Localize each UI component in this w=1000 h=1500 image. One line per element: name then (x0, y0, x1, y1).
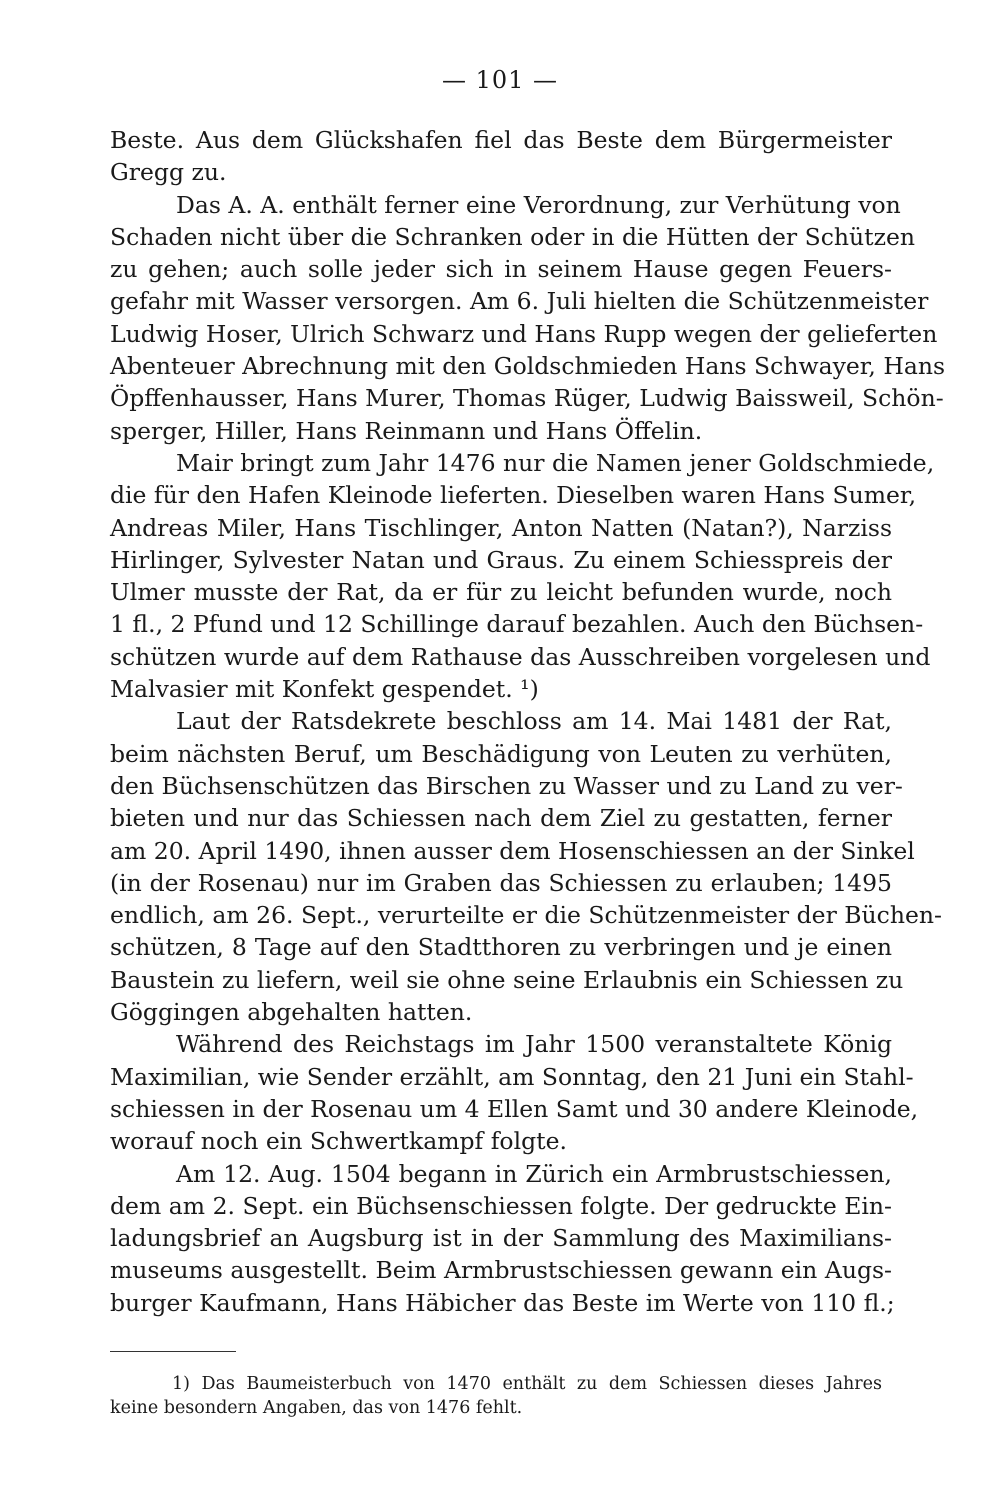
body-text (110, 124, 946, 1319)
text-line: (in der Rosenau) nur im Graben das Schiessen zu erlauben; 1495 (110, 868, 892, 897)
text-line: Göggingen abgehalten hatten. (110, 998, 473, 1027)
footnote-line: keine besondern Angaben, das von 1476 fehlt. (110, 1398, 523, 1418)
text-line: Laut der Ratsdekrete beschloss am 14. Mai 1481 der Rat, (176, 707, 892, 736)
text-line: Malvasier mit Konfekt gespendet. ¹) (110, 675, 539, 704)
text-line: Abenteuer Abrechnung mit den Goldschmieden Hans Schwayer, Hans (110, 352, 946, 381)
footnote-divider (110, 1351, 236, 1352)
text-line: schiessen in der Rosenau um 4 Ellen Samt und 30 andere Kleinode, (110, 1094, 919, 1123)
text-line: gefahr mit Wasser versorgen. Am 6. Juli hielten die Schützenmeister (110, 287, 929, 316)
text-line: zu gehen; auch solle jeder sich in seinem Hause gegen Feuers- (110, 255, 892, 284)
text-line: Baustein zu liefern, weil sie ohne seine Erlaubnis ein Schiessen zu (110, 965, 904, 994)
text-line: ladungsbrief an Augsburg ist in der Sammlung des Maximilians- (110, 1224, 892, 1253)
footnote (110, 1372, 882, 1420)
text-line: am 20. April 1490, ihnen ausser dem Hosenschiessen an der Sinkel (110, 836, 915, 865)
text-line: Ludwig Hoser, Ulrich Schwarz und Hans Rupp wegen der gelieferten (110, 319, 938, 348)
text-line: die für den Hafen Kleinode lieferten. Dieselben waren Hans Sumer, (110, 481, 917, 510)
text-line: Ulmer musste der Rat, da er für zu leicht befunden wurde, noch (110, 578, 892, 607)
text-line: Öpffenhausser, Hans Murer, Thomas Rüger, Ludwig Baissweil, Schön- (110, 384, 944, 413)
page-number: — 101 — (441, 66, 559, 94)
text-line: Maximilian, wie Sender erzählt, am Sonntag, den 21 Juni ein Stahl- (110, 1062, 914, 1091)
text-line: worauf noch ein Schwertkampf folgte. (110, 1127, 567, 1156)
text-line: museums ausgestellt. Beim Armbrustschiessen gewann ein Augs- (110, 1256, 892, 1285)
text-line: den Büchsenschützen das Birschen zu Wasser und zu Land zu ver- (110, 771, 903, 800)
text-line: dem am 2. Sept. ein Büchsenschiessen folgte. Der gedruckte Ein- (110, 1191, 892, 1220)
text-line: Mair bringt zum Jahr 1476 nur die Namen jener Goldschmiede, (176, 448, 935, 477)
text-line: beim nächsten Beruf, um Beschädigung von Leuten zu verhüten, (110, 739, 892, 768)
text-line: endlich, am 26. Sept., verurteilte er die Schützenmeister der Büchen- (110, 901, 942, 930)
text-line: Während des Reichstags im Jahr 1500 veranstaltete König (176, 1030, 892, 1059)
text-line: burger Kaufmann, Hans Häbicher das Beste im Werte von 110 fl.; (110, 1288, 895, 1317)
text-line: schützen wurde auf dem Rathause das Ausschreiben vorgelesen und (110, 642, 931, 671)
text-line: Beste. Aus dem Glückshafen fiel das Beste dem Bürgermeister (110, 126, 892, 154)
text-line: Gregg zu. (110, 158, 227, 187)
text-line: schützen, 8 Tage auf den Stadtthoren zu verbringen und je einen (110, 933, 892, 962)
footnote-line: 1) Das Baumeisterbuch von 1470 enthält zu dem Schiessen dieses Jahres (172, 1374, 882, 1394)
text-line: 1 fl., 2 Pfund und 12 Schillinge darauf bezahlen. Auch den Büchsen- (110, 610, 924, 639)
text-line: bieten und nur das Schiessen nach dem Ziel zu gestatten, ferner (110, 804, 892, 833)
text-line: Das A. A. enthält ferner eine Verordnung, zur Verhütung von (176, 190, 901, 219)
text-line: Schaden nicht über die Schranken oder in die Hütten der Schützen (110, 222, 916, 251)
text-line: Am 12. Aug. 1504 begann in Zürich ein Armbrustschiessen, (176, 1159, 892, 1188)
text-line: Andreas Miler, Hans Tischlinger, Anton Natten (Natan?), Narziss (110, 513, 892, 542)
text-line: Hirlinger, Sylvester Natan und Graus. Zu einem Schiesspreis der (110, 545, 892, 574)
text-line: sperger, Hiller, Hans Reinmann und Hans Öffelin. (110, 416, 703, 445)
